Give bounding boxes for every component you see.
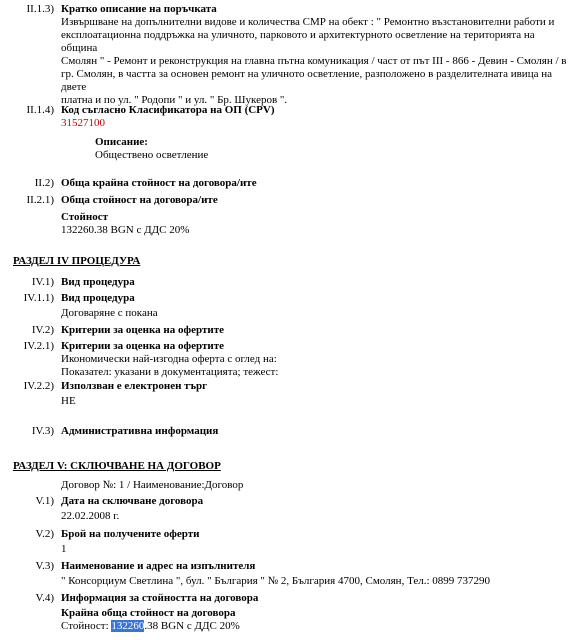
description-line: Извършване на допълнителни видове и количества СМР на обект : " Ремонтно възстановителни работи и [61,16,555,28]
criteria-line: Икономически най-изгодна оферта с оглед на: [61,353,277,365]
criteria-label: Критерии за оценка на офертите [61,340,224,352]
value-text: 132260.38 BGN с ДДС 20% [61,224,190,236]
criteria-line: Показател: указани в документацията; тежест: [61,366,279,378]
section-number: IV.2.1) [23,340,54,352]
section-number: II.1.3) [26,3,54,15]
section-number: V.1) [35,495,54,507]
contract-value-label: Обща стойност на договора/ите [61,194,218,206]
procedure-type-label: Вид процедура [61,292,135,304]
description-line: платна и по ул. " Родопи " и ул. " Бр. Шукеров ". [61,94,288,106]
section-number: IV.2.2) [23,380,54,392]
contract-date-value: 22.02.2008 г. [61,510,120,522]
value-info-label: Информация за стойността на договора [61,592,259,604]
description-line: експлоатационна поддръжка на уличното, парковото и архитектурното осветление на територията на община [61,29,535,54]
final-value-line [61,620,573,633]
offers-count-value: 1 [61,543,67,555]
contractor-value: " Консорциум Светлина ", бул. " България " № 2, България 4700, Смолян, Тел.: 0899 737290 [61,575,491,587]
description-line: гр. Смолян, в частта за основен ремонт на уличното осветление, разположено в разделителната ивица на двете [61,68,552,93]
e-auction-label: Използван е електронен търг [61,380,208,392]
cpv-code: 31527100 [61,117,105,129]
cpv-label: Код съгласно Класификатора на ОП (CPV) [61,104,275,116]
final-value-suffix: .38 BGN с ДДС 20% [144,620,240,632]
procedure-type-label: Вид процедура [61,276,135,288]
description-label: Описание: [95,136,148,148]
admin-info-label: Административна информация [61,425,219,437]
section-iv-title: РАЗДЕЛ IV ПРОЦЕДУРА [13,255,141,267]
final-value-prefix: Стойност: [61,620,112,632]
section-number: V.2) [35,528,54,540]
selected-text[interactable]: 132260 [111,620,145,632]
description-value: Обществено осветление [95,149,209,161]
description-line: Смолян " - Ремонт и реконструкция на главна пътна комуникация / част от път III - 866 - Девин - Смолян / в [61,55,567,67]
final-value-label: Крайна обща стойност на договора [61,607,236,619]
section-number: II.2) [34,177,54,189]
section-v-title: РАЗДЕЛ V: СКЛЮЧВАНЕ НА ДОГОВОР [13,460,221,472]
short-description-label: Кратко описание на поръчката [61,3,217,15]
section-number: II.1.4) [26,104,54,116]
section-number: II.2.1) [26,194,54,206]
e-auction-value: НЕ [61,395,76,407]
value-label: Стойност [61,211,109,223]
section-number: IV.3) [31,425,54,437]
contract-line: Договор №: 1 / Наименование:Договор [61,479,244,491]
total-value-label: Обща крайна стойност на договора/ите [61,177,257,189]
section-number: IV.1.1) [23,292,54,304]
section-number: IV.1) [31,276,54,288]
criteria-label: Критерии за оценка на офертите [61,324,224,336]
contract-date-label: Дата на сключване договора [61,495,204,507]
section-number: V.3) [35,560,54,572]
offers-count-label: Брой на получените оферти [61,528,200,540]
procedure-type-value: Договаряне с покана [61,307,158,319]
contractor-label: Наименование и адрес на изпълнителя [61,560,256,572]
section-number: V.4) [35,592,54,604]
section-number: IV.2) [31,324,54,336]
short-description-text [61,16,573,107]
